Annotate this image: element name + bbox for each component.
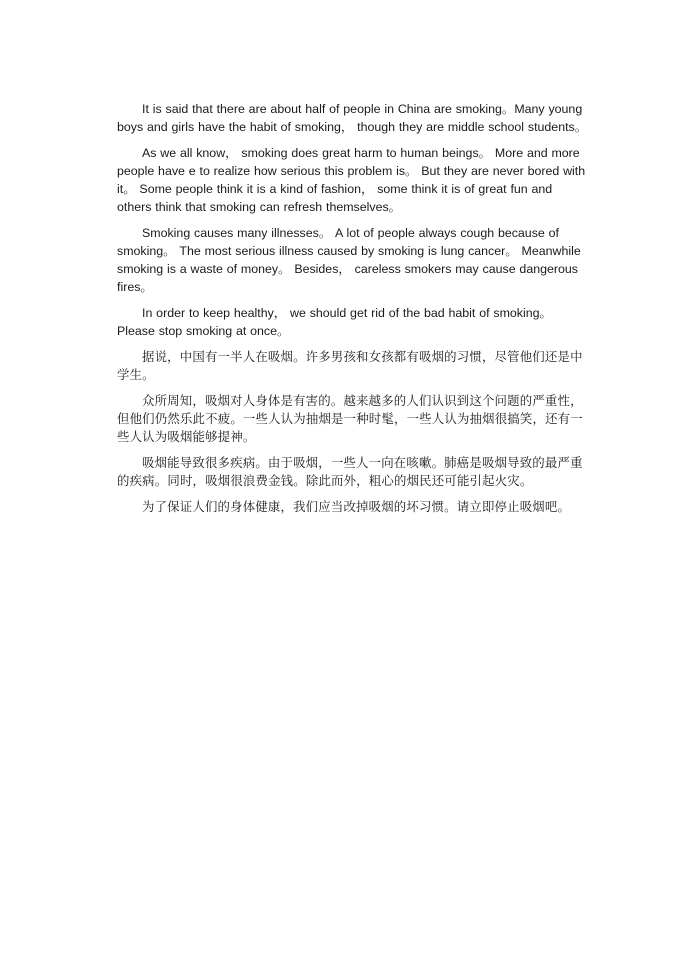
chinese-paragraph-4: 为了保证人们的身体健康，我们应当改掉吸烟的坏习惯。请立即停止吸烟吧。 — [142, 499, 571, 514]
chinese-paragraph-3: 吸烟能导致很多疾病。由于吸烟，一些人一向在咳嗽。肺癌是吸烟导致的最严重的疾病。同时，吸烟很浪费金钱。除此而外，粗心的烟民还可能引起火灾。 — [117, 455, 583, 488]
chinese-paragraph-1: 据说，中国有一半人在吸烟。许多男孩和女孩都有吸烟的习惯，尽管他们还是中学生。 — [117, 349, 583, 382]
english-paragraph-1: It is said that there are about half of people in China are smoking。Many young boys and girls have the habit of smoking， though they are middle school students。 — [117, 102, 588, 134]
english-paragraph-3: Smoking causes many illnesses。 A lot of people always cough because of smoking。 The most serious illness caused by smoking is lung cancer。 Meanwhile smoking is a waste of money。 Besides， careless smokers may cause dangerous fires。 — [117, 226, 581, 294]
chinese-paragraph-2: 众所周知，吸烟对人身体是有害的。越来越多的人们认识到这个问题的严重性，但他们仍然乐此不疲。一些人认为抽烟是一种时髦，一些人认为抽烟很搞笑，还有一些人认为吸烟能够提神。 — [117, 393, 583, 444]
document-body — [117, 100, 589, 524]
english-paragraph-2: As we all know， smoking does great harm to human beings。 More and more people have e to realize how serious this problem is。 But they are never bored with it。 Some people think it is a kind of fashion， some think it is of great fun and others think that smoking can refresh themselves。 — [117, 146, 586, 214]
english-paragraph-4: In order to keep healthy， we should get rid of the bad habit of smoking。 Please stop smoking at once。 — [117, 306, 552, 338]
